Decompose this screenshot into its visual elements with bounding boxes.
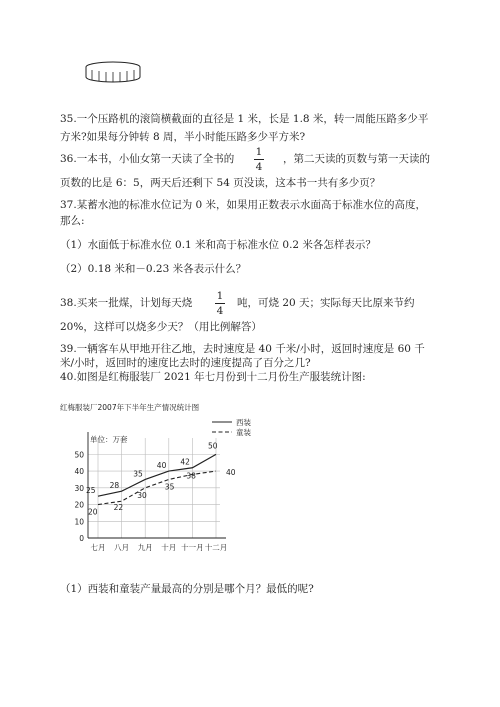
q39-line2: 米/小时，返回时的速度比去时的速度提高了百分之几? <box>60 357 311 369</box>
data-label: 25 <box>86 486 96 496</box>
data-label: 40 <box>156 461 167 471</box>
data-label: 35 <box>133 469 143 479</box>
chart-data-labels <box>86 441 236 516</box>
q38-frac-num: 1 <box>216 290 224 302</box>
data-label: 22 <box>113 503 124 513</box>
x-tick-label: 十月 <box>161 543 177 552</box>
y-tick-label: 0 <box>79 534 84 543</box>
y-tick-label: 10 <box>74 517 84 527</box>
data-label: 35 <box>164 482 175 492</box>
x-tick-label: 八月 <box>114 543 130 552</box>
chart-title: 红梅服装厂2007年下半年生产情况统计图 <box>60 403 200 412</box>
data-label: 42 <box>180 457 190 467</box>
q36-line2: 页数的比是 6：5，两天后还剩下 54 页没读，这本书一共有多少页？ <box>60 177 381 189</box>
q36-frac-num: 1 <box>255 146 263 158</box>
x-tick-label: 十二月 <box>204 543 228 552</box>
x-tick-label: 十一月 <box>181 543 204 552</box>
q36-line1-b: ，第二天读的页数与第一天读的 <box>283 153 430 165</box>
q35-line1: 35.一个压路机的滚筒横截面的直径是 1 米，长是 1.8 米，转一周能压路多少平 <box>60 113 429 125</box>
q40-sub1: （1）西装和童装产量最高的分别是哪个月？最低的呢? <box>60 583 314 595</box>
q37-sub2: （2）0.18 米和－0.23 米各表示什么？ <box>60 263 247 275</box>
chart-x-ticks <box>91 542 228 552</box>
q38-fraction <box>213 290 227 317</box>
chart-y-ticks <box>74 450 84 543</box>
production-line-chart <box>60 398 260 558</box>
q35-line2: 方米?如果每分钟转 8 周，半小时能压路多少平方米? <box>60 131 306 143</box>
q38-frac-den: 4 <box>216 305 224 317</box>
chart-unit-label: 单位：万套 <box>90 435 128 444</box>
q39-line1: 39.一辆客车从甲地开往乙地，去时速度是 40 千米/小时，返回时速度是 60 千 <box>60 343 425 355</box>
q37-line1: 37.某蓄水池的标准水位记为 0 米，如果用正数表示水面高于标准水位的高度， <box>60 199 427 211</box>
q37-line2: 那么: <box>60 215 85 227</box>
y-tick-label: 40 <box>74 467 84 477</box>
chart-legend <box>212 417 251 437</box>
legend-label: 西装 <box>236 418 251 427</box>
q36-frac-den: 4 <box>255 161 263 173</box>
data-label: 28 <box>109 481 120 491</box>
roller-illustration <box>84 60 142 84</box>
data-label: 38 <box>186 471 196 481</box>
data-label: 40 <box>226 468 236 478</box>
q38-line1-a: 38.买来一批煤，计划每天烧 <box>60 297 193 309</box>
y-tick-label: 30 <box>74 483 84 493</box>
q40-line1: 40.如图是红梅服装厂 2021 年七月份到十二月份生产服装统计图: <box>60 371 366 383</box>
q38-line2: 20%，这样可以烧多少天？（用比例解答） <box>60 321 262 333</box>
q36-fraction <box>252 146 266 173</box>
q36-line1-a: 36.一本书，小仙女第一天读了全书的 <box>60 153 235 165</box>
q38-line1-b: 吨，可烧 20 天；实际每天比原来节约 <box>237 297 415 309</box>
q37-sub1: （1）水面低于标准水位 0.1 米和高于标准水位 0.2 米各怎样表示？ <box>60 239 376 251</box>
x-tick-label: 九月 <box>137 543 153 552</box>
data-label: 30 <box>137 490 147 500</box>
y-tick-label: 50 <box>74 450 84 460</box>
data-label: 20 <box>88 507 98 517</box>
legend-label: 童装 <box>236 428 251 437</box>
y-tick-label: 20 <box>74 500 84 510</box>
chart-grid <box>88 438 220 538</box>
data-label: 50 <box>208 441 218 451</box>
x-tick-label: 七月 <box>90 543 106 552</box>
